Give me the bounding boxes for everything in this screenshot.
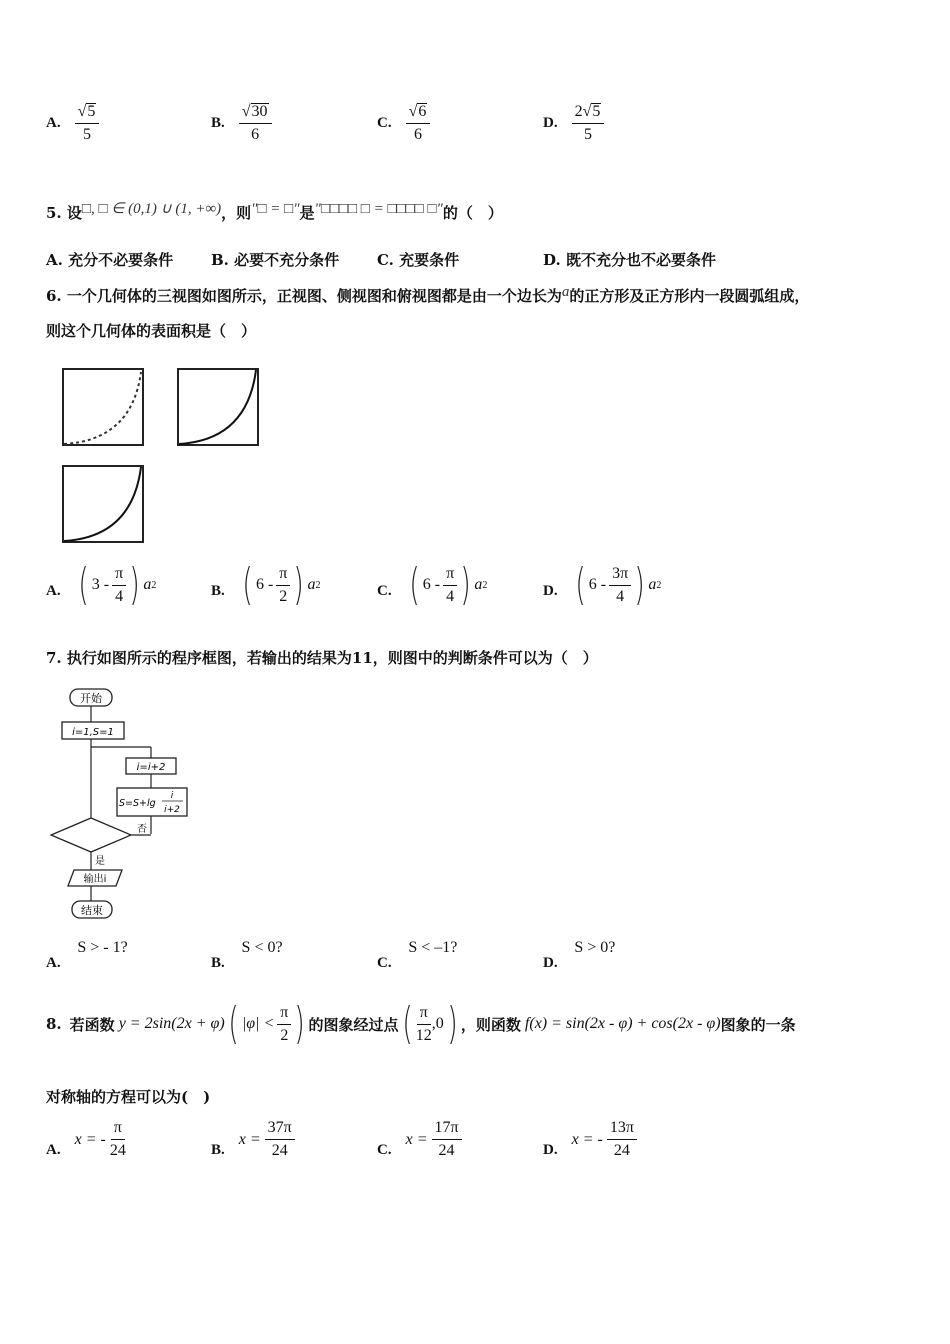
- q6-top-view: [60, 463, 150, 545]
- flow-start-text: 开始: [80, 692, 102, 705]
- question-number: 6.: [46, 287, 62, 305]
- q6-option-a[interactable]: A. ( 3 - $\frac{\pi}{4}$ ) a 2: [46, 559, 157, 610]
- q7-flowchart: [44, 684, 204, 924]
- q4-option-c[interactable]: [377, 103, 430, 144]
- q5-option-a[interactable]: A. 充分不必要条件: [46, 251, 174, 269]
- q8-option-d[interactable]: D. x = - $\frac{13\pi}{24}$: [543, 1119, 637, 1160]
- q7-option-b[interactable]: B. S < 0?: [211, 939, 283, 971]
- q7-stem: 7. 执行如图所示的程序框图，若输出的结果为11，则图中的判断条件可以为（ ）: [46, 649, 598, 667]
- flow-output-text: 输出i: [83, 874, 107, 885]
- q8-stem-line2: 对称轴的方程可以为( ): [46, 1088, 211, 1106]
- flow-increment-text: i=i+2: [136, 762, 166, 773]
- q8-option-a[interactable]: A. x = - $\frac{\pi}{24}$: [46, 1119, 126, 1159]
- q8-option-b[interactable]: B. x = $\frac{37\pi}{24}$: [211, 1119, 295, 1160]
- question-number: 8.: [46, 1015, 62, 1033]
- option-label: B.: [211, 115, 225, 131]
- q5-option-b[interactable]: B. 必要不充分条件: [211, 251, 340, 269]
- q7-option-a[interactable]: A. S > - 1?: [46, 939, 128, 971]
- question-number: 7.: [46, 649, 62, 667]
- option-fraction: √ 5 5: [75, 103, 100, 144]
- svg-text:i: i: [170, 791, 174, 801]
- q6-option-b[interactable]: B. ( 6 - $\frac{\pi}{2}$ ) a 2: [211, 559, 321, 610]
- q8-option-c[interactable]: C. x = $\frac{17\pi}{24}$: [377, 1119, 462, 1160]
- q5-option-d[interactable]: D. 既不充分也不必要条件: [543, 251, 716, 269]
- q6-side-view: [175, 366, 265, 448]
- flow-no-label: 否: [137, 824, 147, 835]
- q7-option-c[interactable]: C. S < –1?: [377, 939, 458, 971]
- option-label: A.: [46, 115, 61, 131]
- option-fraction: √ 6 6: [406, 103, 431, 144]
- q5-set-expression: □, □ ∈ (0,1) ∪ (1, +∞): [81, 201, 222, 217]
- q4-option-b[interactable]: [211, 103, 272, 144]
- q5-stem: 5. 设□, □ ∈ (0,1) ∪ (1, +∞)，则"□ = □"是"□□□□ □ = □□□□ □"的（ ）: [46, 201, 503, 222]
- q5-option-c[interactable]: C. 充要条件: [377, 251, 460, 269]
- flow-init-text: i=1,S=1: [72, 727, 114, 738]
- q5-condition-1: "□ = □": [251, 201, 300, 217]
- q7-option-d[interactable]: D. S > 0?: [543, 939, 616, 971]
- option-fraction: 2 √ 5 5: [572, 103, 605, 144]
- flow-assign-text: S=S+lg: [119, 798, 156, 809]
- q4-option-a[interactable]: [46, 103, 99, 144]
- q6-option-d[interactable]: D. ( 6 - $\frac{3\pi}{4}$ ) a 2: [543, 559, 662, 610]
- flow-end-text: 结束: [81, 904, 103, 917]
- flow-yes-label: 是: [95, 856, 105, 867]
- option-label: D.: [543, 115, 558, 131]
- svg-text:i+2: i+2: [164, 805, 180, 815]
- q8-function: y = 2sin(2x + φ): [118, 1015, 225, 1032]
- q6-front-view: [60, 366, 150, 448]
- q8-stem-line1: 8. 若函数 y = 2sin(2x + φ) ( |φ| < $\frac{\pi}{2}$ ) 的图象经过点 ( $\frac{\pi}{12}$ ,0 ) ，则函数 f(x) = sin(2x - φ) + cos(2x - φ) 图象的一条: [46, 998, 796, 1049]
- question-number: 5.: [46, 204, 62, 222]
- flow-decision: [51, 818, 131, 852]
- option-fraction: √ 30 6: [239, 103, 272, 144]
- q6-option-c[interactable]: C. ( 6 - $\frac{\pi}{4}$ ) a 2: [377, 559, 488, 610]
- option-label: C.: [377, 115, 392, 131]
- q5-condition-2: "□□□□ □ = □□□□ □": [314, 201, 443, 217]
- q4-option-d[interactable]: [543, 103, 604, 144]
- q6-stem-line2: 则这个几何体的表面积是（ ）: [46, 322, 257, 340]
- q8-function-f: f(x) = sin(2x - φ) + cos(2x - φ): [524, 1015, 721, 1032]
- q6-variable-a: a: [561, 284, 570, 300]
- q6-stem-line1: 6. 一个几何体的三视图如图所示，正视图、侧视图和俯视图都是由一个边长为a的正方形及正方形内一段圆弧组成，: [46, 284, 810, 305]
